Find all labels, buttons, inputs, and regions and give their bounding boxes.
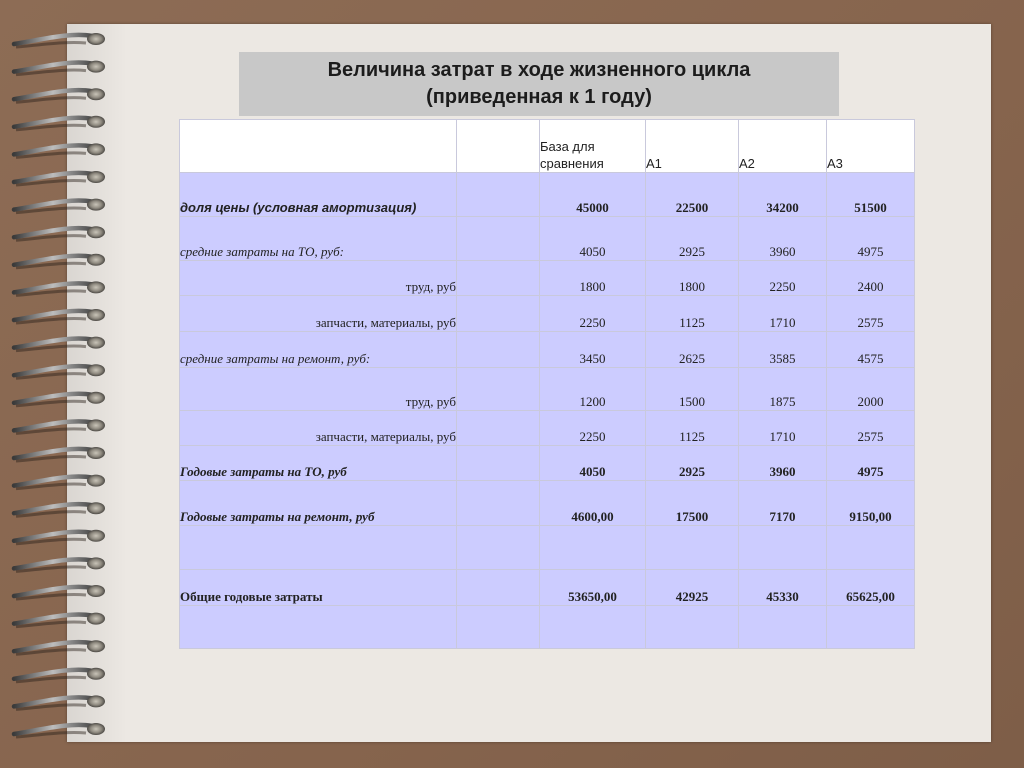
header-label: [180, 120, 457, 173]
spiral-ring-icon: [14, 668, 105, 682]
blank-cell: [457, 296, 540, 332]
table-row: [180, 173, 915, 217]
cell-a2: 34200: [739, 173, 827, 217]
blank-cell: [457, 446, 540, 481]
cell-base: 2250: [540, 411, 646, 446]
blank-cell: [457, 606, 540, 649]
cell-base: 1200: [540, 368, 646, 411]
cell-a2: 45330: [739, 570, 827, 606]
header-a1: А1: [646, 120, 739, 173]
cell-a2: 2250: [739, 261, 827, 296]
cell-base: 3450: [540, 332, 646, 368]
spiral-ring-icon: [14, 419, 105, 433]
spiral-ring-icon: [14, 33, 105, 47]
blank-cell: [457, 368, 540, 411]
blank-cell: [457, 481, 540, 526]
row-label: Годовые затраты на ТО, руб: [180, 446, 457, 481]
cell-a3: 2575: [827, 411, 915, 446]
table-row: [180, 570, 915, 606]
cell-base: 4050: [540, 217, 646, 261]
cell-a1: [646, 606, 739, 649]
spiral-ring-icon: [14, 613, 105, 627]
cell-base: [540, 526, 646, 570]
cell-a3: 4975: [827, 446, 915, 481]
cell-a2: [739, 606, 827, 649]
cell-a2: 1710: [739, 296, 827, 332]
spiral-ring-icon: [14, 557, 105, 571]
cell-a3: 2575: [827, 296, 915, 332]
blank-cell: [457, 526, 540, 570]
cell-a1: 1800: [646, 261, 739, 296]
row-label: запчасти, материалы, руб: [180, 296, 457, 332]
spiral-ring-icon: [14, 364, 105, 378]
title-line-1: Величина затрат в ходе жизненного цикла: [327, 59, 751, 81]
spiral-ring-icon: [14, 254, 105, 268]
spiral-ring-icon: [14, 88, 105, 102]
cell-a1: 2925: [646, 217, 739, 261]
cell-a3: 2400: [827, 261, 915, 296]
row-label: запчасти, материалы, руб: [180, 411, 457, 446]
spiral-ring-icon: [14, 281, 105, 295]
cell-a3: 51500: [827, 173, 915, 217]
cell-a1: 22500: [646, 173, 739, 217]
blank-cell: [457, 173, 540, 217]
spiral-ring-icon: [14, 447, 105, 461]
cell-base: 2250: [540, 296, 646, 332]
spiral-ring-icon: [14, 171, 105, 185]
row-label: [180, 606, 457, 649]
table-row: [180, 411, 915, 446]
cell-a2: 3960: [739, 217, 827, 261]
table-row: [180, 296, 915, 332]
spiral-ring-icon: [14, 337, 105, 351]
spiral-ring-icon: [14, 502, 105, 516]
cell-base: [540, 606, 646, 649]
slide-title: [239, 52, 839, 116]
table-row: [180, 606, 915, 649]
cell-a2: 3960: [739, 446, 827, 481]
cell-a2: 7170: [739, 481, 827, 526]
row-label: труд, руб: [180, 368, 457, 411]
header-blank: [457, 120, 540, 173]
blank-cell: [457, 411, 540, 446]
table-row: [180, 368, 915, 411]
spiral-ring-icon: [14, 530, 105, 544]
spiral-ring-icon: [14, 723, 105, 737]
cell-a3: 4975: [827, 217, 915, 261]
row-label: труд, руб: [180, 261, 457, 296]
cell-a3: [827, 606, 915, 649]
cell-a2: 1710: [739, 411, 827, 446]
row-label: доля цены (условная амортизация): [180, 173, 457, 217]
spiral-ring-icon: [14, 143, 105, 157]
cell-a1: 2625: [646, 332, 739, 368]
table-row: [180, 217, 915, 261]
spiral-binding-icon: [0, 20, 120, 750]
cell-a1: [646, 526, 739, 570]
spiral-ring-icon: [14, 475, 105, 489]
cell-a3: 65625,00: [827, 570, 915, 606]
cell-a1: 1125: [646, 411, 739, 446]
table-row: [180, 446, 915, 481]
table-row: [180, 332, 915, 368]
title-line-2: (приведенная к 1 году): [426, 86, 652, 108]
cell-a3: 4575: [827, 332, 915, 368]
cell-a3: [827, 526, 915, 570]
row-label: [180, 526, 457, 570]
cell-base: 1800: [540, 261, 646, 296]
table-row: [180, 526, 915, 570]
spiral-ring-icon: [14, 392, 105, 406]
blank-cell: [457, 217, 540, 261]
cell-base: 45000: [540, 173, 646, 217]
cell-base: 53650,00: [540, 570, 646, 606]
spiral-ring-icon: [14, 695, 105, 709]
cell-a2: [739, 526, 827, 570]
cell-a1: 42925: [646, 570, 739, 606]
cell-a3: 2000: [827, 368, 915, 411]
spiral-ring-icon: [14, 585, 105, 599]
header-a2: А2: [739, 120, 827, 173]
table-header-row: [180, 120, 915, 173]
cell-a2: 1875: [739, 368, 827, 411]
cell-a1: 2925: [646, 446, 739, 481]
spiral-ring-icon: [14, 226, 105, 240]
spiral-ring-icon: [14, 640, 105, 654]
cell-base: 4600,00: [540, 481, 646, 526]
row-label: Годовые затраты на ремонт, руб: [180, 481, 457, 526]
row-label: средние затраты на ремонт, руб:: [180, 332, 457, 368]
cell-a1: 17500: [646, 481, 739, 526]
spiral-ring-icon: [14, 116, 105, 130]
cost-table: [179, 119, 915, 649]
blank-cell: [457, 332, 540, 368]
header-base: База для сравнения: [540, 120, 646, 173]
spiral-ring-icon: [14, 309, 105, 323]
header-a3: А3: [827, 120, 915, 173]
spiral-ring-icon: [14, 199, 105, 213]
cell-a3: 9150,00: [827, 481, 915, 526]
row-label: средние затраты на ТО, руб:: [180, 217, 457, 261]
spiral-ring-icon: [14, 61, 105, 75]
cell-a2: 3585: [739, 332, 827, 368]
blank-cell: [457, 570, 540, 606]
row-label: Общие годовые затраты: [180, 570, 457, 606]
table-row: [180, 261, 915, 296]
blank-cell: [457, 261, 540, 296]
cell-base: 4050: [540, 446, 646, 481]
cell-a1: 1500: [646, 368, 739, 411]
cell-a1: 1125: [646, 296, 739, 332]
table-row: [180, 481, 915, 526]
